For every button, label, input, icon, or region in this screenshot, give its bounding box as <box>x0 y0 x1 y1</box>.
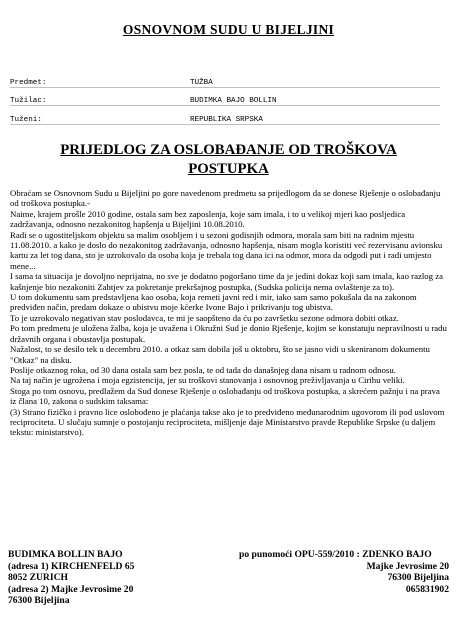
address-line: (adresa 1) KIRCHENFELD 65 <box>8 560 135 572</box>
representative-address <box>209 549 449 595</box>
paragraph: U tom dokumentu sam predstavljena kao osoba, koja remeti javni red i mir, iako sam samo pokušala da na zakonom predviđen način, predam dokaze o ubistvu moje kćerke Ivone Bajo i prikrivanju tog ubistva. <box>10 292 417 313</box>
title-line: PRIJEDLOG ZA OSLOBAĐANJE OD TROŠKOVA <box>60 142 397 158</box>
meta-key: Predmet: <box>10 78 47 87</box>
title-line: POSTUPKA <box>188 161 269 177</box>
paragraph: To je uzrokovalo negativan stav poslodavca, te mi je saopšteno da ću po završetku sezone odmora dobiti otkaz. <box>10 312 399 323</box>
paragraph: (3) Strano fizičko i pravno lice oslobođeno je plaćanja takse ako je to predviđeno međunarodnim ugovorom ili pod uslovom reciprociteta. U slučaju sumnje o postojanju reciprociteta, mišljenje daje Ministarstvo pravde Republike Srpske (u daljem tekstu: ministarstvo). <box>10 406 445 438</box>
meta-value: TUŽBA <box>190 78 213 87</box>
document-title <box>20 141 437 179</box>
paragraph: Po tom predmetu je uložena žalba, koja je uvažena i Okružni Sud je donio Rješenje, kojim se konstatuju nepravilnosti u radu državnih organa i obustavlja postupak. <box>10 323 447 344</box>
address-line: 76300 Bijeljina <box>8 595 70 607</box>
paragraph: I sama ta situacija je dovoljno neprijatna, no sve je dodatno pogoršano time da je jedini dokaz koji sam imala, kao razlog za kašnjenje bio nezakoniti Zahtjev za pokretanje prekršajnog postupka, (Sudska policija nema ovlaštenje za to). <box>10 271 443 292</box>
court-heading: OSNOVNOM SUDU U BIJELJINI <box>122 22 335 37</box>
meta-value: BUDIMKA BAJO BOLLIN <box>190 97 277 105</box>
meta-row-defendant <box>10 106 440 125</box>
paragraph: Naime, krajem prošle 2010 godine, ostala sam bez zaposlenja, koje sam imala, i to u velikoj mjeri kao posljedica zadržavanja, odnosno nezakonitog hapšenja u Bijeljini 10.08.2010. <box>10 208 406 230</box>
representative-line: po punomoći OPU-559/2010 : ZDENKO BAJO <box>239 549 432 560</box>
meta-row-subject <box>10 69 440 88</box>
meta-key: Tuženi: <box>10 115 42 124</box>
meta-value: REPUBLIKA SRPSKA <box>190 115 263 124</box>
address-line: Majke Jevrosime 20 <box>366 560 449 572</box>
document-body <box>10 188 448 438</box>
address-line: (adresa 2) Majke Jevrosime 20 <box>8 583 134 595</box>
address-line: BUDIMKA BOLLIN BAJO <box>8 549 123 560</box>
paragraph: Nažalost, to se desilo tek u decembru 2010. a otkaz sam dobila još u oktobru, što se jasno vidi u skeniranom dokumentu "Otkaz" na disku. <box>10 344 430 365</box>
paragraph: Poslije otkaznog roka, od 30 dana ostala sam bez posla, te od tada do današnjeg dana nisam u radnom odnosu. <box>10 364 396 375</box>
paragraph: Radi se o ugostiteljskom objektu sa malim osobljem i u sezoni godisnjih odmora, morala sam biti na radnim mjestu 11.08.2010. a kako je doslo do nezakonitog zadržavanja, odnosno hapšenja, nisam mogla koristiti već rezervisanu avionsku kartu za let tog dana, sto je uzrokovalo da osoba koja je trebala tog dana ici na odmor, mora da odgodi put i radi umjesto mene... <box>10 229 443 271</box>
address-line: 76300 Bijeljina <box>387 572 449 584</box>
meta-key: Tužilac: <box>10 97 47 105</box>
paragraph: Stoga po tom osnovu, predlažem da Sud donese Rješenje o oslobađanju od troškova postupka, a skrećem pažnju i na prava iz člana 10, zakona o sudskim taksama: <box>10 385 440 407</box>
meta-row-plaintiff <box>10 88 440 107</box>
address-line: 8052 ZURICH <box>8 572 68 584</box>
paragraph: Na taj način je ugrožena i moja egzistencija, jer su troškovi stanovanja i osnovnog preživljavanja u Cirihu veliki. <box>10 375 405 386</box>
case-metadata <box>10 69 440 125</box>
phone-number: 065831902 <box>405 583 449 595</box>
paragraph: Obraćam se Osnovnom Sudu u Bijeljini po gore navedenom predmetu sa prijedlogom da se donese Rješenje o oslobađanju od troškova postupka.- <box>10 188 441 209</box>
sender-address <box>8 549 223 607</box>
